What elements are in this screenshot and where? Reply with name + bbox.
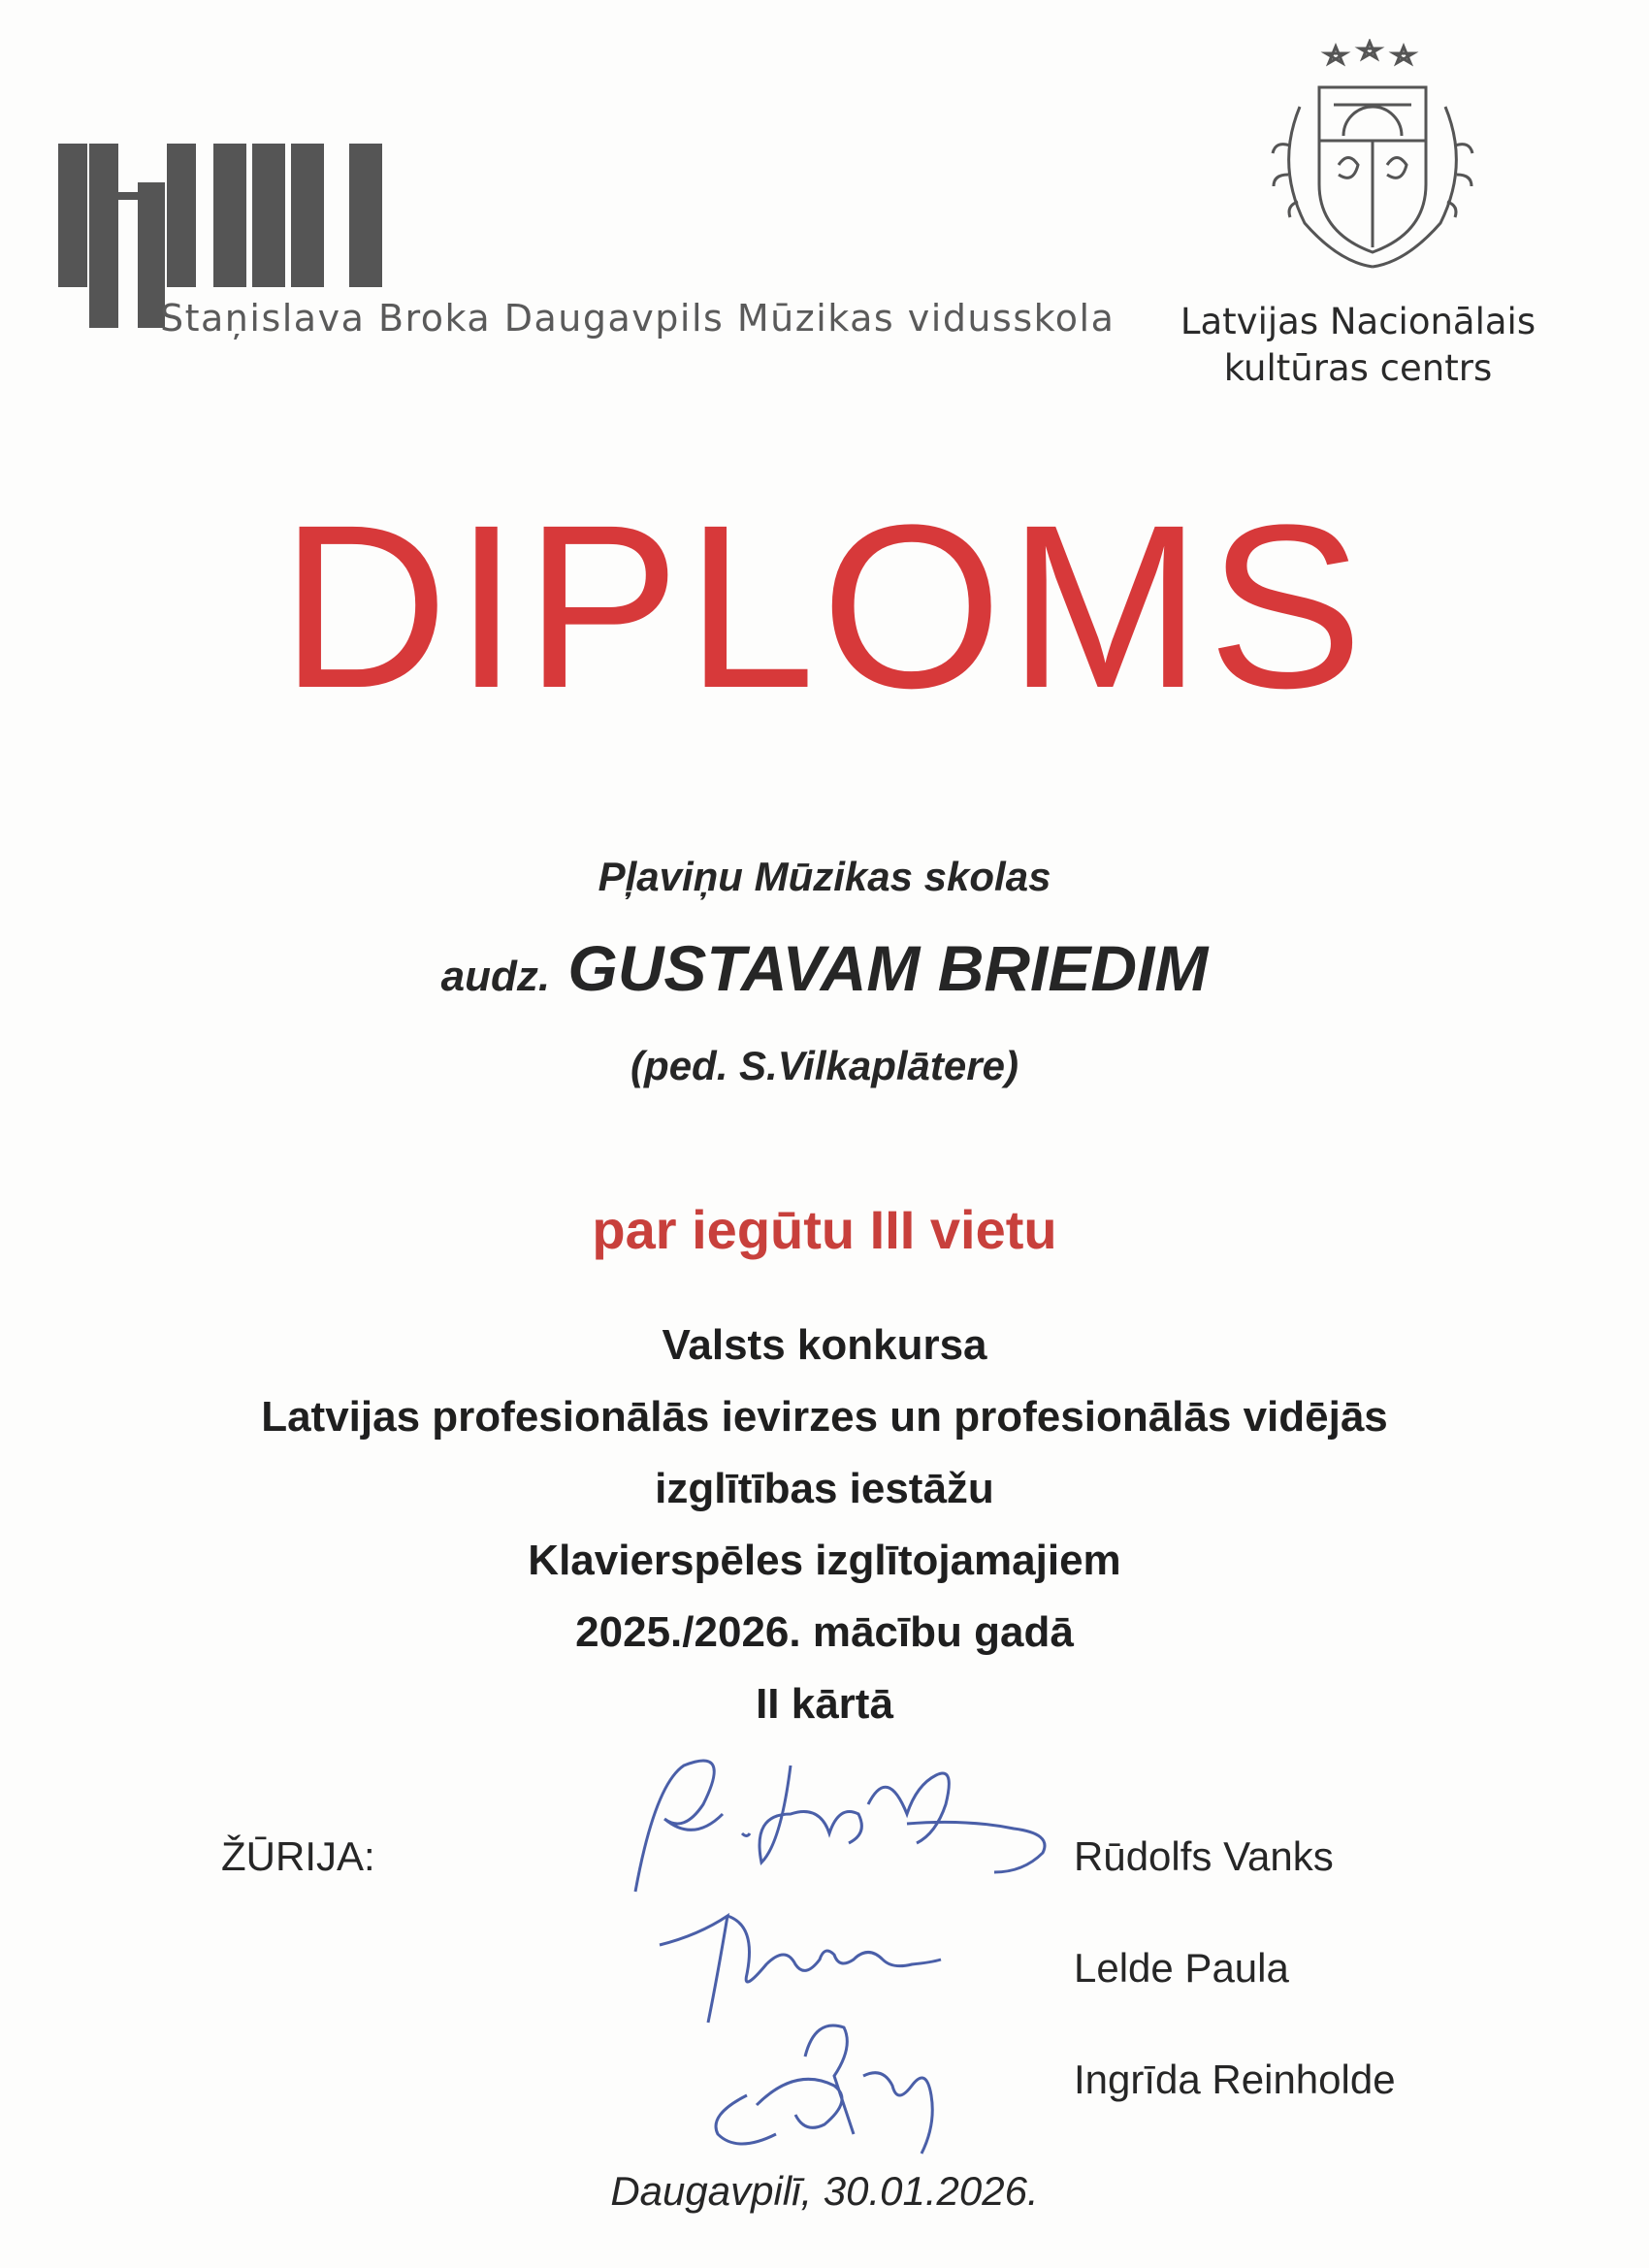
national-center-line2: kultūras centrs bbox=[1223, 347, 1493, 389]
contest-line: Latvijas profesionālās ievirzes un profesionālās vidējās bbox=[261, 1393, 1388, 1441]
school-name: Staņislava Broka Daugavpils Mūzikas vidusskola bbox=[160, 297, 1116, 340]
contest-line: II kārtā bbox=[756, 1680, 893, 1728]
contest-line: izglītības iestāžu bbox=[655, 1465, 994, 1512]
contest-description bbox=[0, 1310, 1649, 1740]
national-center-name bbox=[1135, 299, 1581, 392]
contest-line: 2025./2026. mācību gadā bbox=[575, 1608, 1074, 1656]
jury-member-name: Rūdolfs Vanks bbox=[1074, 1833, 1334, 1879]
coat-of-arms-icon bbox=[1261, 39, 1484, 281]
national-center-line1: Latvijas Nacionālais bbox=[1180, 301, 1536, 342]
recipient-teacher: (ped. S.Vilkaplātere) bbox=[630, 1043, 1018, 1088]
recipient-school: Pļaviņu Mūzikas skolas bbox=[598, 854, 1051, 899]
recipient-line bbox=[0, 931, 1649, 1005]
jury-member-name: Lelde Paula bbox=[1074, 1945, 1289, 1991]
contest-line: Valsts konkursa bbox=[662, 1321, 987, 1369]
jury-member-name: Ingrīda Reinholde bbox=[1074, 2057, 1396, 2102]
contest-line: Klavierspēles izglītojamajiem bbox=[528, 1537, 1121, 1584]
national-center-logo bbox=[1135, 39, 1581, 398]
signature-icon bbox=[689, 1998, 970, 2163]
award-text: par iegūtu III vietu bbox=[592, 1199, 1057, 1260]
signature-icon bbox=[597, 1727, 1062, 1911]
recipient-prefix: audz. bbox=[440, 953, 551, 1000]
place-and-date: Daugavpilī, 30.01.2026. bbox=[610, 2168, 1039, 2214]
school-logo bbox=[58, 136, 1116, 359]
jury-label: ŽŪRIJA: bbox=[221, 1833, 375, 1879]
recipient-name: GUSTAVAM BRIEDIM bbox=[567, 932, 1209, 1004]
diploma-title: DIPLOMS bbox=[279, 476, 1370, 736]
